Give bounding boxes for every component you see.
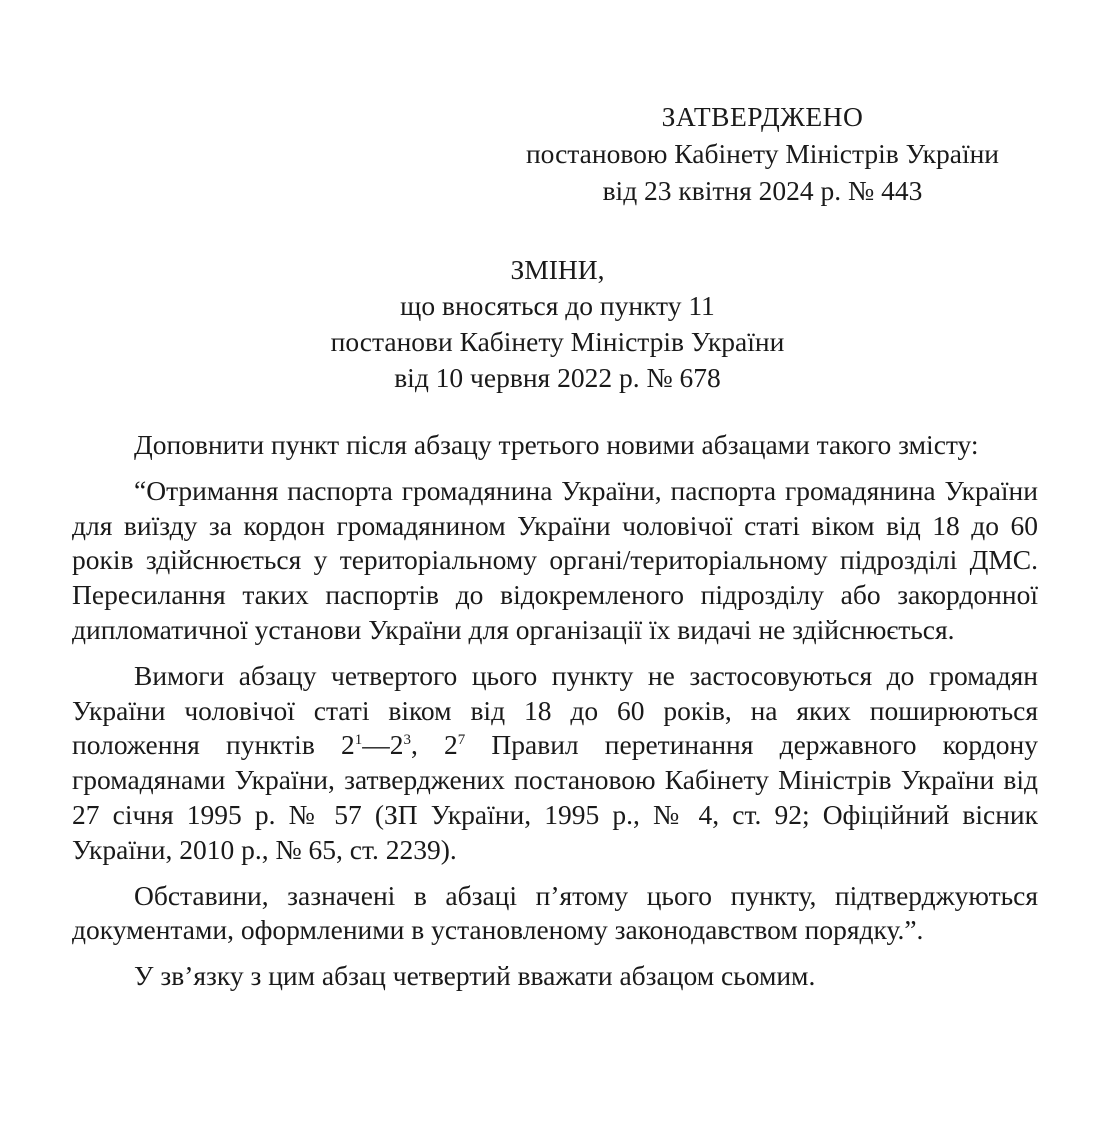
- superscript-1: 1: [354, 732, 363, 749]
- approval-date: від 23 квітня 2024 р. № 443: [602, 175, 923, 206]
- exemptions-text-part2: , 2: [410, 729, 458, 761]
- exemptions-text-part3: Правил перетинання державного кордону громадянами України, затверджених постановою Кабінету Міністрів України від 27 січня 1995 р. № 57 (ЗП України, 1995 р., № 4, ст. 92; Офіційний вісник України, 2010 р., № 65, ст. 2239).: [72, 729, 1038, 865]
- superscript-7: 7: [457, 732, 466, 749]
- exemptions-range-dash: —2: [362, 729, 404, 761]
- paragraph-exemptions: [72, 659, 1038, 868]
- approval-stamp: [490, 98, 1035, 209]
- approval-title: ЗАТВЕРДЖЕНО: [661, 101, 864, 132]
- paragraph-circumstances: Обставини, зазначені в абзаці п’ятому цього пункту, підтверджуються документами, оформленими в установленому законодавством порядку.”.: [72, 879, 1038, 946]
- exemptions-text-part1: Вимоги абзацу четвертого цього пункту не застосовуються до громадян України чоловічої статі віком від 18 до 60 років, на яких поширюються положення пунктів 2: [72, 659, 1038, 761]
- superscript-3: 3: [403, 732, 411, 749]
- heading-resolution-date: від 10 червня 2022 р. № 678: [394, 362, 721, 393]
- heading-resolution: постанови Кабінету Міністрів України: [330, 326, 785, 357]
- paragraph-intro: Доповнити пункт після абзацу третього новими абзацами такого змісту:: [134, 429, 979, 460]
- document-heading: [0, 252, 1095, 396]
- heading-subject: що вносяться до пункту 11: [400, 290, 715, 321]
- approval-authority: постановою Кабінету Міністрів України: [525, 138, 1000, 169]
- paragraph-renumbering: У зв’язку з цим абзац четвертий вважати абзацом сьомим.: [134, 960, 816, 992]
- paragraph-passport-issuance: “Отримання паспорта громадянина України, паспорта громадянина України для виїзду за кордон громадянином України чоловічої статі віком від 18 до 60 років здійснюється у територіальному органі/територіальному підрозділі ДМС. Пересилання таких паспортів до відокремленого підрозділу або закордонної дипломатичної установи України для організації їх видачі не здійснюється.: [72, 474, 1038, 645]
- heading-title: ЗМІНИ,: [510, 254, 605, 285]
- document-body: [72, 428, 1038, 994]
